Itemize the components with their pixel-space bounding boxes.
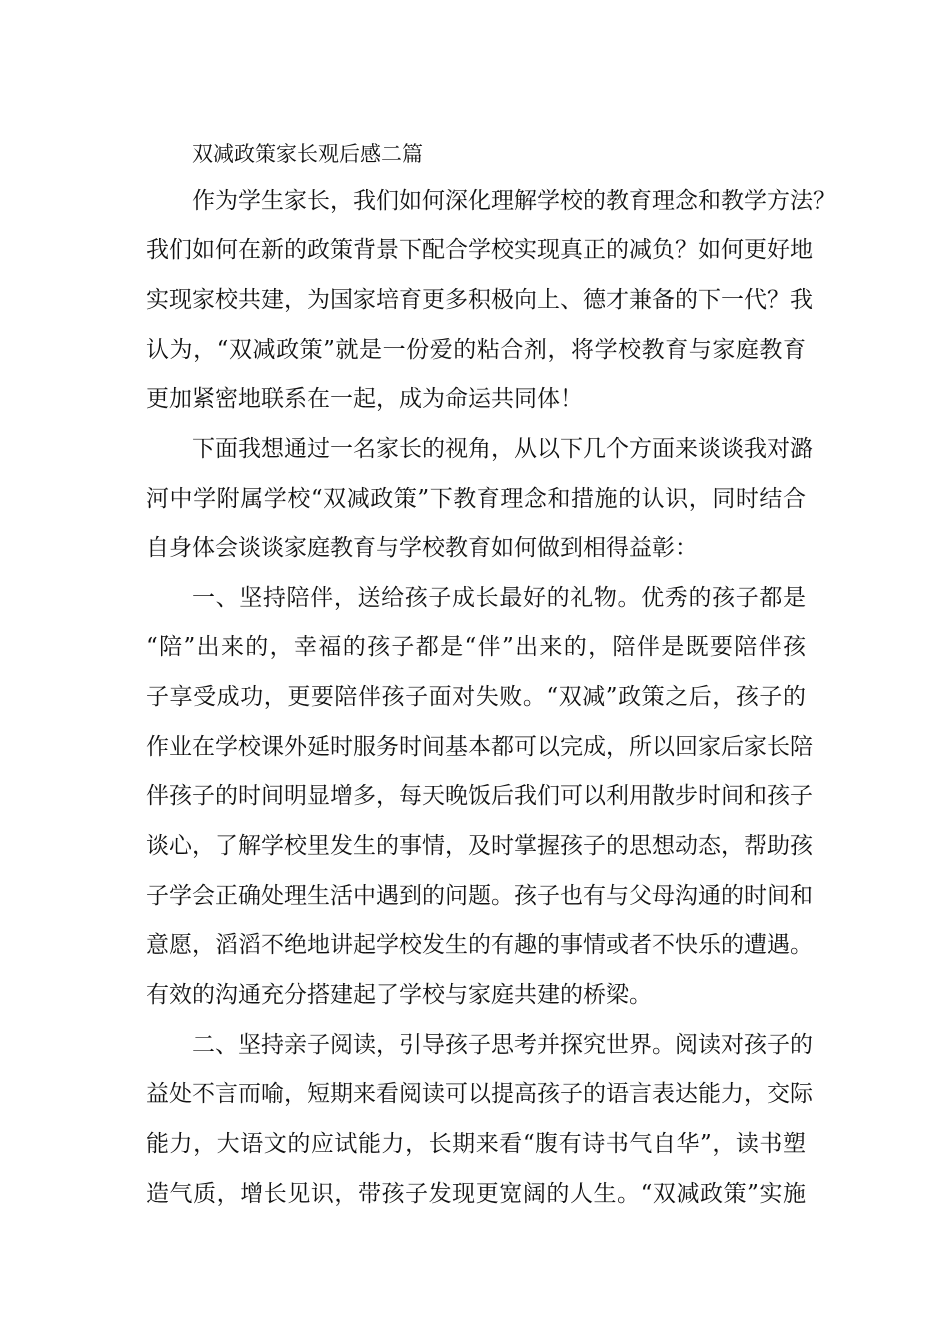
paragraph-line: 下面我想通过一名家长的视角，从以下几个方面来谈谈我对潞 <box>192 436 813 462</box>
paragraph-line: 能力，大语文的应试能力，长期来看“腹有诗书气自华”，读书塑 <box>146 1131 806 1157</box>
paragraph-line: 子享受成功，更要陪伴孩子面对失败。“双减”政策之后，孩子的 <box>146 684 806 710</box>
paragraph-line: 我们如何在新的政策背景下配合学校实现真正的减负？如何更好地 <box>146 237 813 263</box>
document-title: 双减政策家长观后感二篇 <box>192 142 423 166</box>
paragraph-line: 更加紧密地联系在一起，成为命运共同体！ <box>146 386 583 412</box>
paragraph-line: “陪”出来的，幸福的孩子都是“伴”出来的，陪伴是既要陪伴孩 <box>146 634 806 660</box>
paragraph-line: 伴孩子的时间明显增多，每天晚饭后我们可以利用散步时间和孩子 <box>146 783 813 809</box>
paragraph-line: 一、坚持陪伴，送给孩子成长最好的礼物。优秀的孩子都是 <box>192 585 806 611</box>
paragraph-line: 益处不言而喻，短期来看阅读可以提高孩子的语言表达能力，交际 <box>146 1081 813 1107</box>
paragraph-line: 造气质，增长见识，带孩子发现更宽阔的人生。“双减政策”实施 <box>146 1181 806 1207</box>
paragraph-line: 认为，“双减政策”就是一份爱的粘合剂，将学校教育与家庭教育 <box>146 337 806 363</box>
paragraph-line: 自身体会谈谈家庭教育与学校教育如何做到相得益彰： <box>146 535 698 561</box>
paragraph-line: 意愿，滔滔不绝地讲起学校发生的有趣的事情或者不快乐的遭遇。 <box>146 932 813 958</box>
paragraph-line: 河中学附属学校“双减政策”下教育理念和措施的认识，同时结合 <box>146 486 806 512</box>
paragraph-line: 谈心，了解学校里发生的事情，及时掌握孩子的思想动态，帮助孩 <box>146 833 813 859</box>
paragraph-line: 二、坚持亲子阅读，引导孩子思考并探究世界。阅读对孩子的 <box>192 1032 813 1058</box>
paragraph-line: 作业在学校课外延时服务时间基本都可以完成，所以回家后家长陪 <box>146 734 813 760</box>
paragraph-line: 有效的沟通充分搭建起了学校与家庭共建的桥梁。 <box>146 982 652 1008</box>
paragraph-line: 实现家校共建，为国家培育更多积极向上、德才兼备的下一代？我 <box>146 287 813 313</box>
paragraph-line: 子学会正确处理生活中遇到的问题。孩子也有与父母沟通的时间和 <box>146 883 813 909</box>
paragraph-line: 作为学生家长，我们如何深化理解学校的教育理念和教学方法？ <box>192 188 836 214</box>
